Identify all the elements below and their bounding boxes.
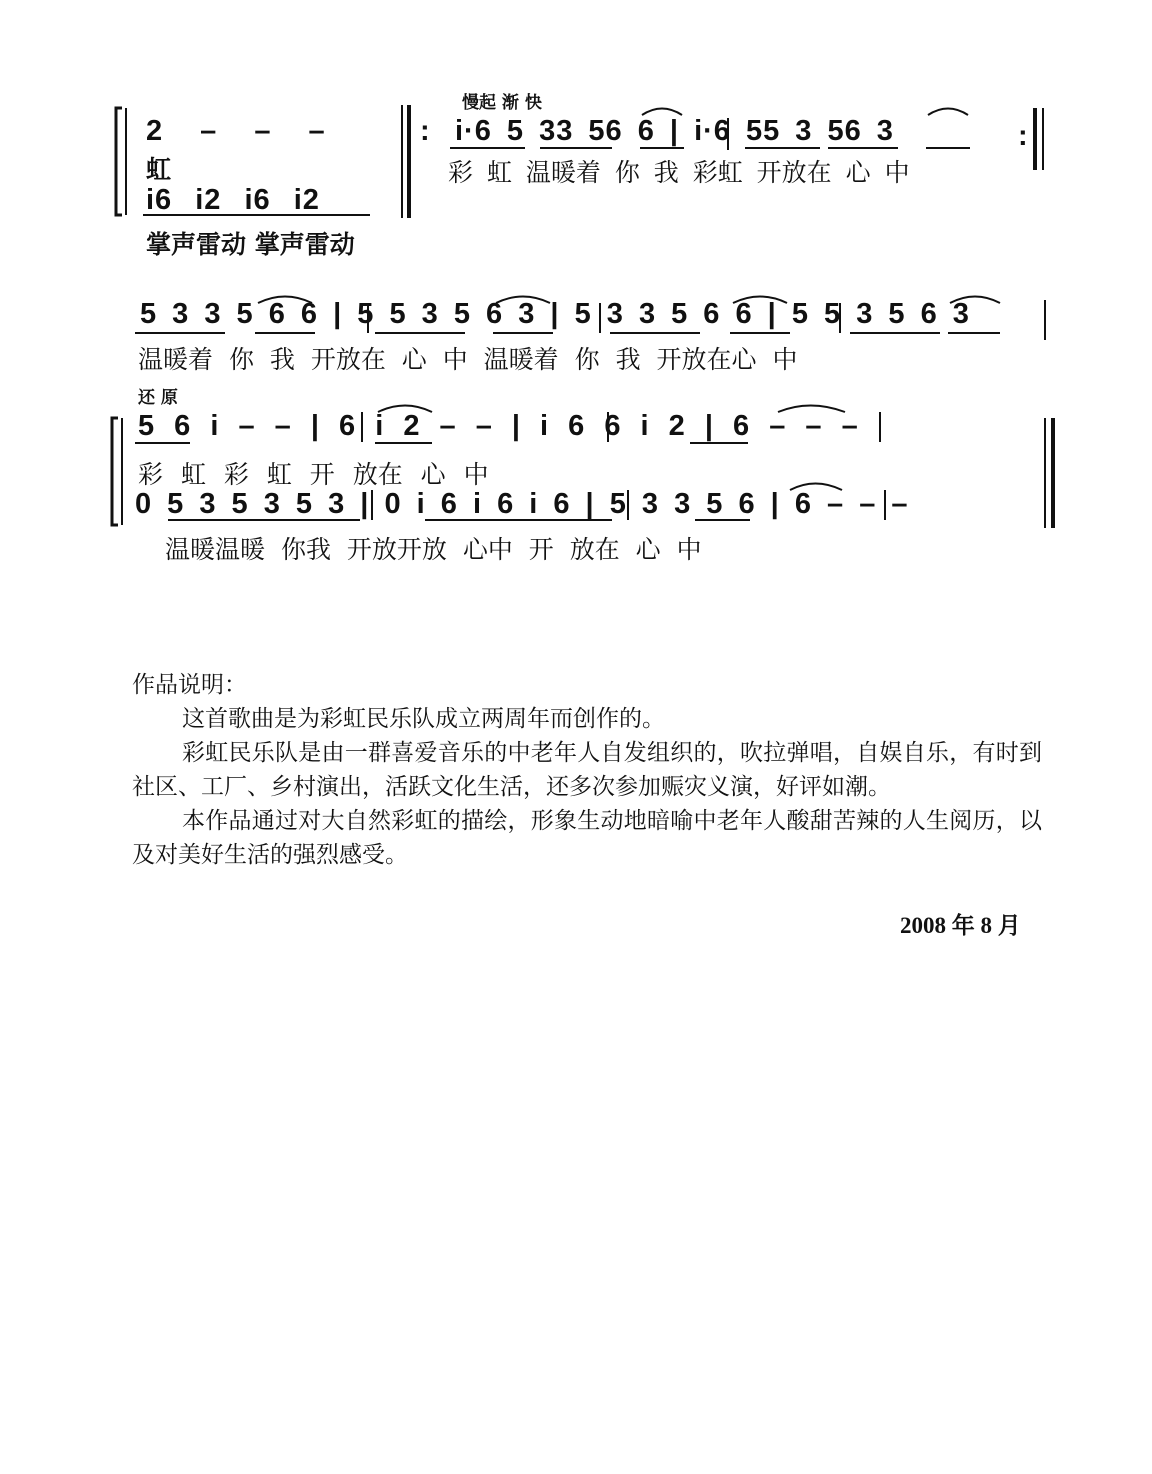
composition-date: 2008 年 8 月 — [900, 913, 1021, 938]
system1-lower-notes: i6 i2 i6 i2 — [146, 184, 320, 216]
repeat-end-sign: : — [1018, 120, 1029, 152]
system3-bracket — [112, 418, 118, 525]
system1-lower-lyric: 掌声雷动 掌声雷动 — [146, 230, 355, 259]
restore-mark: 还 原 — [138, 388, 178, 408]
notes-body — [132, 702, 1042, 872]
system1-bracket — [116, 108, 122, 215]
tempo-mark: 慢起 渐 快 — [462, 93, 542, 113]
system3-lower-notes: 0 5 3 5 3 5 3 | 0 i 6 i 6 i 6 | 5 3 3 5 6 | 6 – – – — [135, 488, 909, 520]
system2-lyric: 温暖着 你 我 开放在 心 中 温暖着 你 我 开放在心 中 — [138, 345, 798, 374]
system3-upper-notes: 5 6 i – – | 6 i 2 – – | i 6 6 i 2 | 6 – – – — [138, 410, 859, 442]
notes-heading: 作品说明： — [132, 672, 247, 698]
notes-paragraph: 本作品通过对大自然彩虹的描绘，形象生动地暗喻中老年人酸甜苦辣的人生阅历，以及对美好生活的强烈感受。 — [132, 808, 1042, 868]
notes-paragraph: 这首歌曲是为彩虹民乐队成立两周年而创作的。 — [182, 706, 665, 732]
system1-repeat-notes: i·6 5 33 56 6 | i·6 55 3 56 3 — [455, 115, 894, 147]
system3-lower-lyric: 温暖温暖 你我 开放开放 心中 开 放在 心 中 — [165, 535, 702, 564]
system3-upper-lyric: 彩 虹 彩 虹 开 放在 心 中 — [138, 460, 489, 489]
system1-upper-lyric: 虹 — [146, 155, 172, 184]
system1-repeat-lyric: 彩 虹 温暖着 你 我 彩虹 开放在 心 中 — [448, 158, 910, 187]
system1-upper-notes: 2 – – – — [146, 115, 326, 147]
repeat-start-sign: : — [420, 115, 431, 147]
system2-notes: 5 3 3 5 6 6 | 5 5 3 5 6 3 | 5 3 3 5 6 6 | 5 5 3 5 6 3 — [140, 298, 970, 330]
notes-paragraph: 彩虹民乐队是由一群喜爱音乐的中老年人自发组织的，吹拉弹唱，自娱自乐，有时到社区、工厂、乡村演出，活跃文化生活，还多次参加赈灾义演，好评如潮。 — [132, 740, 1042, 800]
